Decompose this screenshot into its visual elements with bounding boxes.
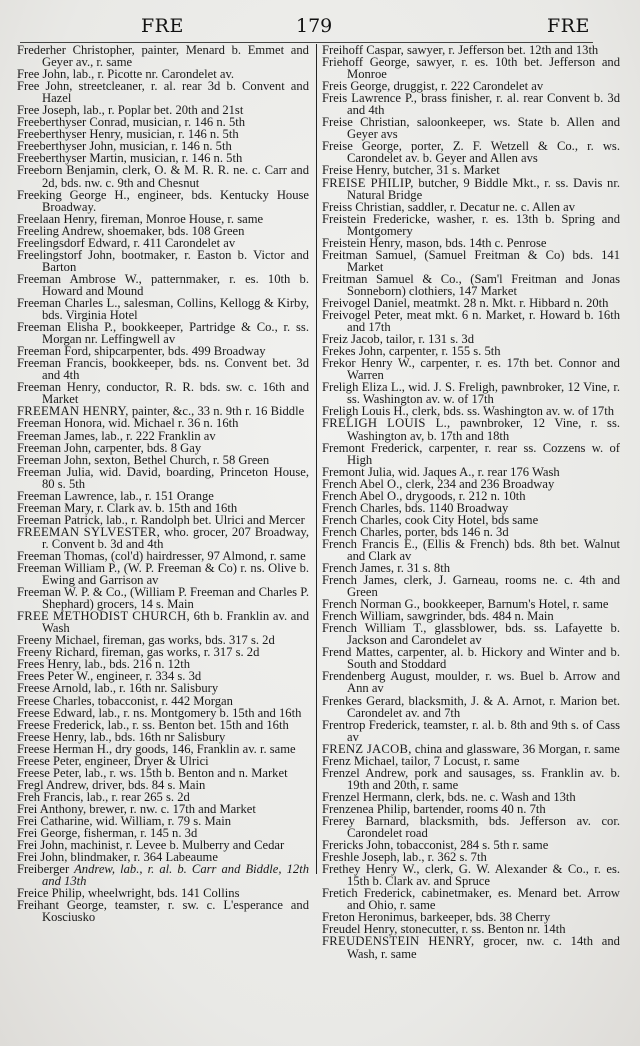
directory-entry <box>17 273 309 297</box>
entry-name: French Charles, <box>322 512 402 527</box>
entry-detail: shoemaker, bds. 108 Green <box>104 223 245 238</box>
directory-entry <box>322 646 620 670</box>
entry-detail: lab., r. ss. Benton bet. 15th and 16th <box>104 717 289 732</box>
entry-detail: meat mkt. 6 n. Market, r. Howard b. 16th and 17th <box>347 308 621 335</box>
entry-name: Freeking George H., <box>17 187 130 202</box>
entry-detail: clerk, bds. ne. c. Wash and 13th <box>412 789 576 804</box>
entry-name: Freeman William P., <box>17 561 121 576</box>
entry-name: Frees Henry, <box>17 657 82 672</box>
directory-entry <box>17 249 309 273</box>
entry-detail: sawyer, r. Jefferson bet. 12th and 13th <box>403 43 599 57</box>
entry-detail: painter, &c., 33 n. 9th r. 16 Biddle <box>128 404 305 419</box>
entry-name: Freise Christian, <box>322 115 410 130</box>
entry-name: Fretich Frederick, <box>322 886 416 901</box>
entry-name: Freitman Samuel, <box>322 247 417 262</box>
entry-detail: carpenter, r. es. 17th bet. Connor and Warren <box>347 356 620 383</box>
entry-detail: pork and sausages, ss. Franklin av. b. 19th and 20th, r. same <box>347 765 620 792</box>
entry-name: French James, <box>322 573 398 588</box>
entry-name: Freh Francis, <box>17 789 84 804</box>
entry-detail: tobacconist, r. 442 Morgan <box>94 693 233 708</box>
entry-detail: carpenter, al. b. Hickory and Winter and b. South and Stoddard <box>347 645 620 672</box>
entry-name: FREUDENSTEIN HENRY, <box>322 934 475 949</box>
entry-name: Freese Charles, <box>17 693 95 708</box>
directory-entry <box>322 767 620 791</box>
entry-detail: cook City Hotel, bds same <box>401 512 539 527</box>
entry-name: Freese Frederick, <box>17 717 105 732</box>
entry-name: Freivogel Daniel, <box>322 295 411 310</box>
entry-name: Freeling Andrew, <box>17 223 105 238</box>
entry-name: Frees Peter W., <box>17 669 94 684</box>
entry-name: Freese Arnold, <box>17 681 92 696</box>
entry-name: French Charles, <box>322 500 402 515</box>
entry-detail: patternmaker, r. es. 10th b. Howard and Mound <box>42 271 309 298</box>
running-head-left: FRE <box>141 15 184 37</box>
entry-name: Freeny Michael, <box>17 633 100 648</box>
entry-name: French Abel O., <box>322 488 403 503</box>
entry-name: Freudel Henry, <box>322 922 398 937</box>
directory-entry <box>322 538 620 562</box>
entry-detail: carpenter, r. 155 s. 5th <box>385 344 501 359</box>
entry-detail: barkeeper, bds. 38 Cherry <box>417 910 551 925</box>
entry-name: Freeberthyser Henry, <box>17 127 124 142</box>
entry-detail: r. 411 Carondelet av <box>130 235 236 250</box>
entry-name: French Abel O., <box>322 476 403 491</box>
entry-name: Freeberthyser Conrad, <box>17 115 130 130</box>
directory-entry <box>322 442 620 466</box>
directory-entry <box>322 695 620 719</box>
entry-detail: bds. 1140 Broadway <box>401 500 509 515</box>
entry-name: Freligh Louis H., <box>322 404 409 419</box>
entry-name: Fremont Julia, <box>322 464 395 479</box>
directory-entry <box>322 273 620 297</box>
entry-detail: clerk, G. W. Alexander & Co., r. es. 15th b. Clark av. and Spruce <box>347 862 620 889</box>
entry-name: FREISE PHILIP, <box>322 175 414 190</box>
directory-entry <box>17 526 309 550</box>
entry-detail: bartender, rooms 40 n. 7th <box>410 801 546 816</box>
directory-entry <box>322 887 620 911</box>
entry-detail: bootmaker, r. Easton b. Victor and Barton <box>42 247 309 274</box>
right-column <box>316 43 621 961</box>
directory-entry <box>17 381 309 405</box>
directory-entry <box>322 92 620 116</box>
entry-detail: drygoods, r. 212 n. 10th <box>402 488 526 503</box>
entry-name: Freshle Joseph, <box>322 850 400 865</box>
entry-name: Freeman Elisha P., <box>17 320 117 335</box>
entry-name: FRELIGH LOUIS L., <box>322 416 451 431</box>
entry-detail: engineer, r. 334 s. 3d <box>93 669 202 684</box>
entry-detail: fireman, gas works, r. 317 s. 2d <box>98 645 260 660</box>
entry-detail: wid. Michael r. 36 n. 16th <box>105 416 239 431</box>
entry-name: Freelingsdorf Edward, <box>17 235 131 250</box>
entry-detail: teamster, r. sw. c. L'esperance and Kosciusko <box>42 898 309 925</box>
entry-name: French William T., <box>322 621 427 636</box>
directory-entry <box>322 417 620 441</box>
entry-name: Freiz Jacob, <box>322 332 383 347</box>
entry-name: Frenkes Gerard, <box>322 693 405 708</box>
entry-detail: bookkeeper, Barnum's Hotel, r. same <box>419 597 609 612</box>
entry-name: FREEMAN HENRY, <box>17 404 129 419</box>
entry-detail: lab., bds. 216 n. 12th <box>81 657 191 672</box>
entry-name: Freeman John, <box>17 452 92 467</box>
entry-name: Freese Herman H., <box>17 741 113 756</box>
directory-entry <box>322 309 620 333</box>
directory-entry <box>322 140 620 164</box>
entry-detail: salesman, Collins, Kellogg & Kirby, bds. Virginia Hotel <box>42 295 309 323</box>
page-number: 179 <box>296 15 333 37</box>
directory-entry <box>17 899 309 923</box>
entry-detail: musician, r. 146 n. 5th <box>129 115 246 130</box>
entry-name: Freihant George, <box>17 898 107 913</box>
entry-detail: clerk, O. & M. R. R. ne. c. Carr and 2d, bds. nw. c. 9th and Chesnut <box>42 163 309 190</box>
entry-detail: carpenter, r. rear ss. Cozzens w. of High <box>347 440 620 467</box>
entry-detail: musician, r. 146 n. 5th <box>116 139 232 154</box>
entry-name: Frei George, <box>17 826 81 841</box>
entry-name: Fremont Frederick, <box>322 440 423 455</box>
left-column <box>17 44 309 923</box>
entry-detail: druggist, r. 222 Carondelet av <box>390 79 544 94</box>
entry-detail: streetcleaner, r. al. rear 3d b. Convent and Hazel <box>42 79 309 106</box>
entry-detail: lab., r. ws. 15th b. Benton and n. Market <box>81 765 288 780</box>
entry-detail: Andrew, lab., r. al. b. Carr and Biddle, 12th and 13th <box>42 862 309 889</box>
entry-detail: blacksmith, bds. Jefferson av. cor. Carondelet road <box>347 814 620 841</box>
entry-detail: wheelwright, bds. 141 Collins <box>84 886 240 901</box>
directory-entry <box>322 177 620 201</box>
entry-detail: brewer, r. nw. c. 17th and Market <box>86 801 256 816</box>
entry-name: Frei Anthony, <box>17 801 87 816</box>
entry-name: Frethey Henry W., <box>322 862 420 877</box>
entry-detail: fisherman, r. 145 n. 3d <box>80 826 198 841</box>
entry-detail: blacksmith, J. & A. Arnot, r. Marion bet. Carondelet av. and 7th <box>347 693 620 720</box>
entry-detail: (William P. Freeman and Charles P. Shephard) grocers, 14 s. Main <box>42 585 309 612</box>
directory-entry <box>17 189 309 213</box>
entry-detail: wid. Jaques A., r. rear 176 Wash <box>394 464 560 479</box>
directory-entry <box>322 670 620 694</box>
entry-detail: lab., r. Picotte nr. Carondelet av. <box>69 67 235 82</box>
entry-name: Frericks John, <box>322 838 394 853</box>
entry-detail: fireman, gas works, bds. 317 s. 2d <box>99 633 275 648</box>
entry-name: Freise George, <box>322 139 402 154</box>
entry-name: Freligh Eliza L., <box>322 380 405 395</box>
directory-entry <box>322 56 620 80</box>
entry-detail: clerk, 234 and 236 Broadway <box>402 476 555 491</box>
entry-detail: glassblower, bds. ss. Lafayette b. Jackson and Carondelet av <box>347 621 620 648</box>
entry-name: French Francis E., <box>322 536 418 551</box>
entry-detail: porter, bds 146 n. 3d <box>401 524 509 539</box>
directory-entry <box>322 863 620 887</box>
entry-name: Freese Peter, <box>17 765 82 780</box>
directory-entry <box>322 357 620 381</box>
entry-detail: china and glassware, 36 Morgan, r. same <box>411 741 620 756</box>
entry-name: Freese Peter, <box>17 753 82 768</box>
entry-detail: clerk, J. Garneau, rooms ne. c. 4th and Green <box>347 573 621 600</box>
entry-detail: lab., r. 16th nr. Salisbury <box>91 681 219 696</box>
entry-detail: fireman, Monroe House, r. same <box>97 211 264 226</box>
entry-detail: wid. David, boarding, Princeton House, 80 s. 5th <box>42 464 309 491</box>
entry-name: Freeborn Benjamin, <box>17 163 119 178</box>
entry-detail: lab., r. 362 s. 7th <box>399 850 487 865</box>
entry-detail: brass finisher, r. al. rear Convent b. 3d and 4th <box>347 91 620 118</box>
entry-name: Friehoff George, <box>322 55 410 70</box>
entry-detail: engineer, bds. Kentucky House Broadway. <box>42 187 309 214</box>
entry-detail: (Samuel Freitman & Co) bds. 141 Market <box>347 247 620 274</box>
directory-entry <box>17 164 309 188</box>
entry-detail: machinist, r. Levee b. Mulberry and Cedar <box>67 838 285 853</box>
directory-entry <box>17 44 309 68</box>
directory-entry <box>322 815 620 839</box>
entry-name: Freeman Charles L., <box>17 295 121 310</box>
entry-detail: tailor, 7 Locust, r. same <box>398 753 520 768</box>
entry-name: Freeman Mary, <box>17 500 94 515</box>
directory-entry <box>322 622 620 646</box>
entry-detail: mason, bds. 14th c. Penrose <box>403 235 547 250</box>
entry-detail: (Ellis & French) bds. 8th bet. Walnut and Clark av <box>347 536 620 563</box>
entry-detail: who. grocer, 207 Broadway, r. Convent b. 3d and 4th <box>42 524 309 551</box>
entry-detail: (W. P. Freeman & Co) r. ns. Olive b. Ewing and Garrison av <box>42 561 310 588</box>
entry-detail: engineer, Dryer & Ulrici <box>81 753 209 768</box>
entry-detail: sawgrinder, bds. 484 n. Main <box>403 609 554 624</box>
entry-name: Freeman Honora, <box>17 416 106 431</box>
entry-name: Freeman Julia, <box>17 464 94 479</box>
entry-name: FREEMAN SYLVESTER, <box>17 524 161 539</box>
entry-name: Freeny Richard, <box>17 645 99 660</box>
entry-detail: butcher, 31 s. Market <box>389 163 500 178</box>
entry-name: Freese Henry, <box>17 729 87 744</box>
entry-detail: lab., r. Randolph bet. Ulrici and Mercer <box>103 512 305 527</box>
entry-name: Freeman Ambrose W., <box>17 271 142 286</box>
entry-detail: stonecutter, r. ss. Benton nr. 14th <box>397 922 566 937</box>
entry-detail: bookkeeper, bds. ns. Convent bet. 3d and 4th <box>42 356 310 383</box>
directory-entry <box>17 321 309 345</box>
entry-detail: lab., r. ns. Montgomery b. 15th and 16th <box>95 705 302 720</box>
entry-name: Freistein Henry, <box>322 235 404 250</box>
entry-detail: washer, r. es. 13th b. Spring and Montgomery <box>347 211 620 238</box>
directory-entry <box>17 357 309 381</box>
entry-detail: lab., r. 222 Franklin av <box>98 428 216 443</box>
entry-detail: tobacconist, 284 s. 5th r. same <box>393 838 549 853</box>
entry-detail: teamster, r. al. b. 8th and 9th s. of Cass av <box>347 717 621 744</box>
entry-name: Frei Catharine, <box>17 814 93 828</box>
entry-detail: dry goods, 146, Franklin av. r. same <box>112 741 296 756</box>
directory-entry <box>322 719 620 743</box>
entry-detail: r. Clark av. b. 15th and 16th <box>93 500 238 515</box>
entry-detail: cabinetmaker, es. Menard bet. Arrow and Ohio, r. same <box>347 886 620 913</box>
directory-entry <box>17 586 309 610</box>
entry-name: FRENZ JACOB, <box>322 741 412 756</box>
entry-detail: blindmaker, r. 364 Labeaume <box>67 850 218 865</box>
entry-name: Frend Mattes, <box>322 645 394 660</box>
entry-name: Freeman Lawrence, <box>17 488 117 503</box>
entry-name: Frendenberg August, <box>322 669 430 684</box>
entry-detail: sexton, Bethel Church, r. 58 Green <box>91 452 270 467</box>
entry-detail: (Sam'l Freitman and Jonas Sonneborn) clothiers, 147 Market <box>347 271 620 298</box>
entry-name: Free Joseph, <box>17 103 80 118</box>
entry-name: Freiberger <box>17 862 70 877</box>
page-header <box>0 8 640 38</box>
entry-name: Frenz Michael, <box>322 753 399 768</box>
entry-detail: lab., r. 151 Orange <box>117 488 214 503</box>
entry-name: Free John, <box>17 79 73 94</box>
directory-entry <box>322 249 620 273</box>
entry-name: French Charles, <box>322 524 402 539</box>
entry-name: Freeman Ford, <box>17 344 92 359</box>
entry-detail: wid. J. S. Freligh, pawnbroker, 12 Vine, r. ss. Washington av. w. of 17th <box>347 380 620 407</box>
entry-detail: saddler, r. Decatur ne. c. Allen av <box>404 199 576 214</box>
entry-name: Frekes John, <box>322 344 386 359</box>
entry-name: French Norman G., <box>322 597 420 612</box>
entry-name: Frei John, <box>17 850 68 865</box>
entry-name: Freeman Patrick, <box>17 512 104 527</box>
directory-entry <box>322 213 620 237</box>
entry-detail: tailor, r. 131 s. 3d <box>382 332 475 347</box>
entry-detail: musician, r. 146 n. 5th <box>126 151 243 166</box>
entry-name: Frenzel Hermann, <box>322 789 413 804</box>
entry-name: Freeman Thomas, <box>17 548 108 563</box>
entry-detail: (col'd) hairdresser, 97 Almond, r. same <box>107 548 306 563</box>
entry-name: Freise Henry, <box>322 163 390 178</box>
entry-name: Freeberthyser Martin, <box>17 151 127 166</box>
entry-detail: sawyer, r. es. 10th bet. Jefferson and Monroe <box>347 55 621 82</box>
entry-name: Freiss Christian, <box>322 199 405 214</box>
entry-detail: grocer, nw. c. 14th and Wash, r. same <box>347 934 620 961</box>
directory-entry <box>322 574 620 598</box>
entry-name: Frerey Barnard, <box>322 814 410 828</box>
entry-name: Freeman Henry, <box>17 380 101 395</box>
entry-detail: butcher, 9 Biddle Mkt., r. ss. Davis nr. Natural Bridge <box>347 175 620 202</box>
entry-detail: pawnbroker, 12 Vine, r. ss. Washington av, b. 17th and 18th <box>347 416 620 443</box>
entry-name: Freeman W. P. & Co., <box>17 585 127 600</box>
entry-detail: 6th b. Franklin av. and Wash <box>42 609 309 636</box>
entry-name: Freihoff Caspar, <box>322 43 404 57</box>
entry-detail: lab., r. Poplar bet. 20th and 21st <box>79 103 244 118</box>
entry-name: Freeman Francis, <box>17 356 107 371</box>
entry-name: Freeman John, <box>17 440 92 455</box>
entry-name: Frederher Christopher, <box>17 43 135 57</box>
entry-detail: porter, Z. F. Wetzell & Co., r. ws. Carondelet av. b. Geyer and Allen avs <box>347 139 620 166</box>
running-head-right: FRE <box>547 15 590 37</box>
entry-name: French William, <box>322 609 404 624</box>
entry-detail: conductor, R. R. bds. sw. c. 16th and Market <box>42 380 309 407</box>
entry-detail: clerk, bds. ss. Washington av. w. of 17th <box>408 404 615 419</box>
entry-detail: shipcarpenter, bds. 499 Broadway <box>91 344 266 359</box>
directory-entry <box>17 863 309 887</box>
entry-detail: bookkeeper, Partridge & Co., r. ss. Morgan nr. Leffingwell av <box>42 320 309 347</box>
directory-entry <box>322 116 620 140</box>
directory-entry <box>17 80 309 104</box>
entry-name: Frenzel Andrew, <box>322 765 409 780</box>
entry-detail: lab., bds. 16th nr Salisbury <box>86 729 226 744</box>
entry-detail: meatmkt. 28 n. Mkt. r. Hibbard n. 20th <box>410 295 609 310</box>
entry-name: Fregl Andrew, <box>17 777 89 792</box>
entry-name: Freis Lawrence P., <box>322 91 417 106</box>
entry-name: Freitman Samuel & Co., <box>322 271 462 286</box>
entry-name: Freice Philip, <box>17 886 85 901</box>
entry-detail: moulder, r. ws. Buel b. Arrow and Ann av <box>347 669 620 696</box>
entry-name: French James, <box>322 561 395 576</box>
entry-detail: lab., r. rear 265 s. 2d <box>83 789 190 804</box>
entry-name: Freton Heronimus, <box>322 910 418 925</box>
entry-name: Freeman James, <box>17 428 99 443</box>
entry-name: Freistein Fredericke, <box>322 211 430 226</box>
directory-entry <box>322 381 620 405</box>
entry-name: Frei John, <box>17 838 68 853</box>
entry-detail: saloonkeeper, ws. State b. Allen and Geyer avs <box>347 115 620 142</box>
entry-name: Free John, <box>17 67 70 82</box>
entry-name: Freelingstorf John, <box>17 247 116 262</box>
entry-detail: painter, Menard b. Emmet and Geyer av., r. same <box>42 43 309 70</box>
directory-entry <box>322 935 620 959</box>
directory-entry <box>17 610 309 634</box>
entry-detail: musician, r. 146 n. 5th <box>123 127 239 142</box>
directory-entry <box>17 562 309 586</box>
entry-name: Freeberthyser John, <box>17 139 117 154</box>
entry-name: Freis George, <box>322 79 391 94</box>
entry-detail: driver, bds. 84 s. Main <box>88 777 206 792</box>
entry-name: Freese Edward, <box>17 705 96 720</box>
directory-entry <box>17 466 309 490</box>
entry-detail: carpenter, bds. 8 Gay <box>91 440 202 455</box>
entry-detail: wid. William, r. 79 s. Main <box>92 814 232 828</box>
entry-name: Frentrop Frederick, <box>322 717 421 732</box>
directory-entry <box>17 297 309 321</box>
entry-detail: r. 31 s. 8th <box>394 561 451 576</box>
entry-name: Frekor Henry W., <box>322 356 415 371</box>
entry-name: Freelaan Henry, <box>17 211 98 226</box>
entry-name: Freivogel Peter, <box>322 308 403 323</box>
entry-name: FREE METHODIST CHURCH, <box>17 609 190 624</box>
entry-name: Frenzenea Philip, <box>322 801 411 816</box>
